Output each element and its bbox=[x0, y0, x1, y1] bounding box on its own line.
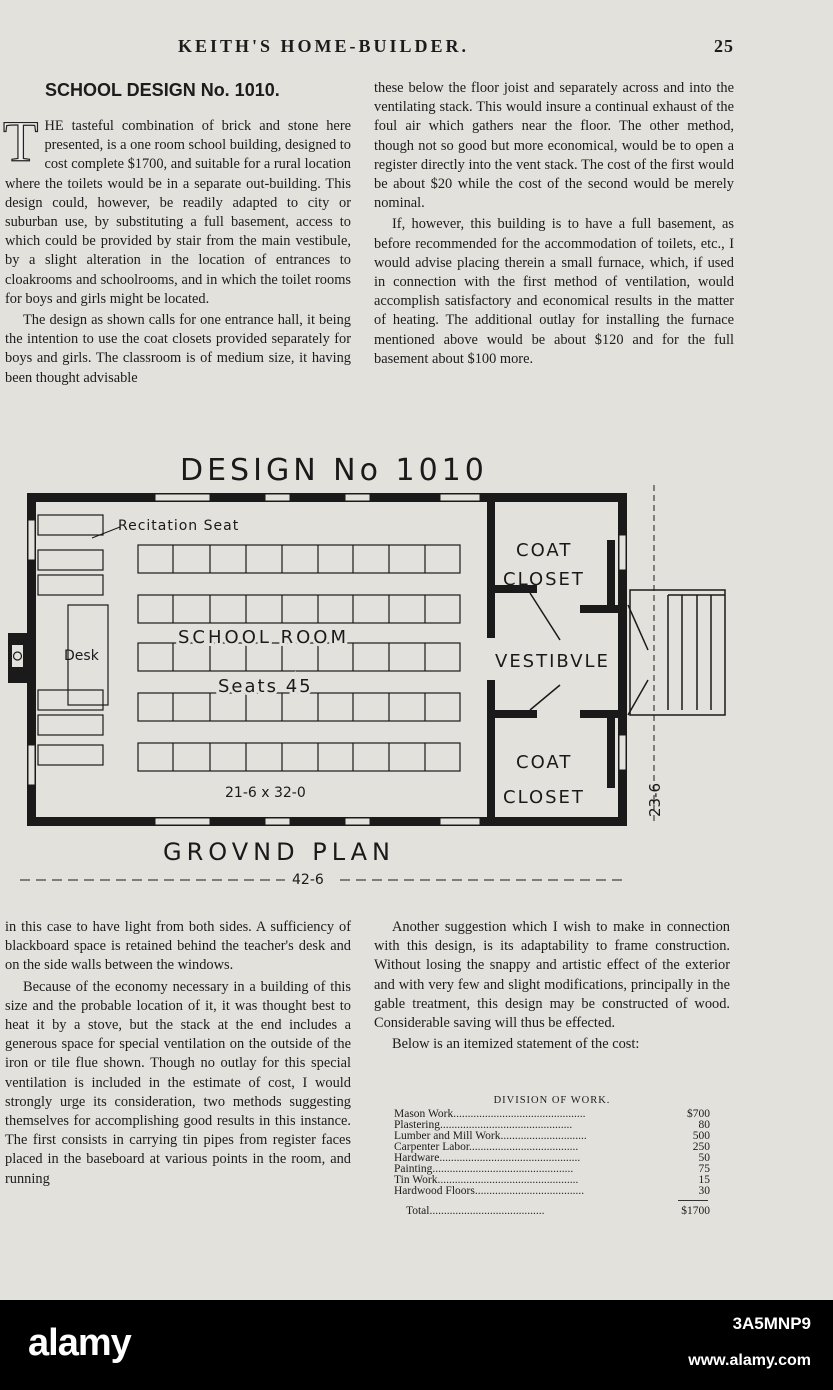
stock-footer bbox=[0, 1300, 833, 1390]
cost-row: Carpenter Labor...................................... 250 bbox=[394, 1141, 710, 1153]
drop-cap: T bbox=[3, 109, 39, 174]
bottom-dimension: 42-6 bbox=[292, 872, 324, 888]
paragraph: If, however, this building is to have a full basement, as before recommended for the accommodation of toilets, etc., I would advise placing therein a small furnace, which, if used in connection with the first method of ventilation, would accomplish satisfactory and economical results in the matter of heating. The additional outlay for installing the furnace mentioned above would be about $120 and for the full basement about $100 more. bbox=[374, 216, 734, 367]
paragraph: Another suggestion which I wish to make in connection with this design, is its adaptability to frame construction. Without losing the snappy and artistic effect of the exterior and with very few and slight modifications, principally in the gable treatment, this design may be constructed of wood. Considerable saving will thus be effected. bbox=[374, 919, 730, 1032]
cost-item-amount: 30 bbox=[698, 1185, 710, 1197]
cost-item-amount: 50 bbox=[698, 1152, 710, 1164]
floor-plan bbox=[0, 445, 833, 905]
cost-row: Tin Work................................................. 15 bbox=[394, 1174, 710, 1186]
column-1-bottom bbox=[5, 918, 351, 1191]
paragraph: Because of the economy necessary in a building of this size and the probable location of it, it was thought best to heat it by a stove, but the stack at the end includes a generous space for special ventilation on the outside of the iron or tile flue shown. Though no outlay for this special ventilation is included in the estimate of cost, I would strongly urge its consideration, two methods suggesting themselves for accomplishing good results in this instance. The first consists in carrying tin pipes from register faces placed in the baseboard at various points in the room, and running bbox=[5, 978, 351, 1187]
room-dimensions: 21-6 x 32-0 bbox=[225, 785, 306, 801]
cost-row: Plastering.............................................. 80 bbox=[394, 1119, 710, 1131]
coat-closet-1-line2: CLOSET bbox=[503, 569, 585, 590]
cost-item-label: Painting bbox=[394, 1164, 433, 1175]
cost-row: Painting................................................. 75 bbox=[394, 1163, 710, 1175]
cost-item-amount: 80 bbox=[698, 1119, 710, 1131]
plan-title: DESIGN No 1010 bbox=[180, 453, 488, 488]
cost-row: Hardwood Floors...................................... 30 bbox=[394, 1185, 710, 1197]
page-number: 25 bbox=[714, 36, 734, 56]
seat-rows bbox=[138, 545, 460, 771]
total-rule bbox=[678, 1200, 708, 1201]
cost-item-label: Carpenter Labor bbox=[394, 1142, 470, 1153]
cost-total: Total........................................ $1700 bbox=[406, 1205, 710, 1217]
recitation-seat bbox=[38, 515, 103, 765]
total-label: Total bbox=[406, 1205, 430, 1217]
cost-table-heading: DIVISION OF WORK. bbox=[493, 1095, 611, 1106]
alamy-logo: alamy bbox=[28, 1322, 131, 1364]
coat-closet-1-line1: COAT bbox=[516, 540, 573, 561]
seats-label: Seats 45 bbox=[218, 676, 313, 697]
vestibule-label: VESTIBVLE bbox=[495, 651, 610, 672]
article-title: SCHOOL DESIGN No. 1010. bbox=[45, 80, 280, 100]
cost-item-label: Plastering bbox=[394, 1120, 440, 1131]
column-2-bottom bbox=[374, 918, 730, 1056]
ground-plan-label: GROVND PLAN bbox=[163, 838, 395, 866]
paragraph: HE tasteful combination of brick and stone here presented, is a one room school building, designed to cost complete $1700, and suitable for a rural location where the toilets would be in a separate out-building. This design could, however, be readily adapted to city or suburban use, by substituting a full basement, access to which could be provided by stair from the main vestibule, by a slight alteration in the location of entrances to cloakrooms and schoolrooms, and in which the toilet rooms for boys and girls might be located. bbox=[5, 118, 351, 307]
paragraph: Below is an itemized statement of the cost: bbox=[392, 1036, 640, 1053]
image-id: 3A5MNP9 bbox=[732, 1314, 811, 1333]
cost-item-label: Hardware bbox=[394, 1153, 440, 1164]
cost-table bbox=[394, 1095, 710, 1217]
cost-item-amount: 15 bbox=[698, 1174, 710, 1186]
paragraph: The design as shown calls for one entrance hall, it being the intention to use the coat closets provided separately for boys and girls. The classroom is of medium size, it having been thought advisable bbox=[5, 312, 351, 386]
label-leader bbox=[92, 527, 120, 538]
column-2-top bbox=[374, 79, 734, 371]
cost-item-amount: 250 bbox=[692, 1141, 710, 1153]
running-title: KEITH'S HOME-BUILDER. bbox=[178, 36, 470, 56]
coat-closet-2-line1: COAT bbox=[516, 752, 573, 773]
side-dimension: 23-6 bbox=[646, 782, 664, 817]
cost-item-label: Mason Work bbox=[394, 1109, 454, 1120]
paragraph: in this case to have light from both sides. A sufficiency of blackboard space is retained behind the teacher's desk and on the side walls between the windows. bbox=[5, 919, 351, 974]
coat-closet-2-line2: CLOSET bbox=[503, 787, 585, 808]
cost-row: Lumber and Mill Work.............................. 500 bbox=[394, 1130, 710, 1142]
school-room-label: SCHOOL ROOM bbox=[178, 627, 349, 648]
entrance-steps bbox=[630, 590, 725, 715]
cost-row: Hardware................................................. 50 bbox=[394, 1152, 710, 1164]
total-amount: $1700 bbox=[681, 1205, 710, 1217]
desk-label: Desk bbox=[64, 648, 99, 664]
cost-row: Mason Work.............................................. $700 bbox=[394, 1108, 710, 1120]
cost-item-label: Tin Work bbox=[394, 1175, 438, 1186]
recitation-seat-label: Recitation Seat bbox=[118, 518, 240, 534]
cost-item-amount: 500 bbox=[692, 1130, 710, 1142]
cost-item-amount: 75 bbox=[698, 1163, 710, 1175]
cost-items bbox=[394, 1109, 710, 1197]
cost-item-label: Lumber and Mill Work bbox=[394, 1131, 501, 1142]
cost-item-label: Hardwood Floors bbox=[394, 1186, 475, 1197]
cost-item-amount: $700 bbox=[687, 1108, 710, 1120]
footer-url: www.alamy.com bbox=[688, 1352, 811, 1369]
paragraph: these below the floor joist and separately across and into the ventilating stack. This would insure a continual exhaust of the foul air which gathers near the floor. The other method, though not so good but more economical, would be to open a register directly into the vent stack. The cost of the first would be about $20 while the cost of the second would be merely nominal. bbox=[374, 80, 734, 212]
column-1-top bbox=[3, 109, 351, 390]
